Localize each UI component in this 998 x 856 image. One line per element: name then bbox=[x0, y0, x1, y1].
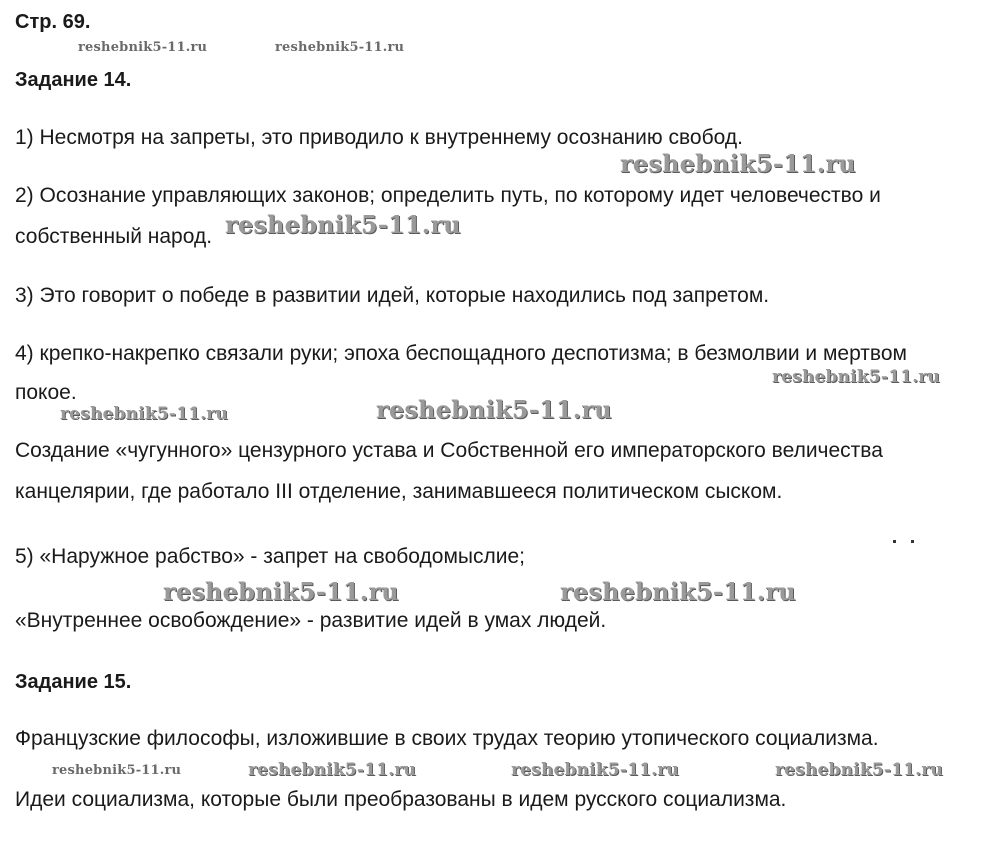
stray-mark bbox=[893, 540, 896, 543]
task-14-item-3: 3) Это говорит о победе в развитии идей, которые находились под запретом. bbox=[15, 284, 770, 307]
watermark: reshebnik5-11.ru bbox=[225, 210, 461, 239]
task-15-line-2: Идеи социализма, которые были преобразованы в идем русского социализма. bbox=[15, 788, 787, 811]
task-14-title: Задание 14. bbox=[15, 69, 132, 91]
watermark: reshebnik5-11.ru bbox=[60, 404, 228, 424]
stray-mark bbox=[911, 540, 914, 543]
watermark: reshebnik5-11.ru bbox=[560, 577, 796, 606]
watermark: reshebnik5-11.ru bbox=[775, 760, 943, 780]
task-14-item-5-line-1: 5) «Наружное рабство» - запрет на свободомыслие; bbox=[15, 545, 525, 568]
task-14-item-2-line-2: собственный народ. bbox=[15, 225, 213, 248]
watermark: reshebnik5-11.ru bbox=[52, 763, 182, 778]
watermark: reshebnik5-11.ru bbox=[248, 760, 416, 780]
page-number-header: Стр. 69. bbox=[15, 11, 91, 33]
task-14-item-4-extra-line-1: Создание «чугунного» цензурного устава и Собственной его императорского величества bbox=[15, 439, 883, 462]
task-14-item-1: 1) Несмотря на запреты, это приводило к внутреннему осознанию свобод. bbox=[15, 126, 743, 149]
task-14-item-4-extra-line-2: канцелярии, где работало III отделение, занимавшееся политическом сыском. bbox=[15, 480, 783, 503]
task-14-item-2-line-1: 2) Осознание управляющих законов; определить путь, по которому идет человечество и bbox=[15, 184, 881, 207]
watermark: reshebnik5-11.ru bbox=[511, 760, 679, 780]
watermark: reshebnik5-11.ru bbox=[163, 577, 399, 606]
task-14-item-4-line-1: 4) крепко-накрепко связали руки; эпоха беспощадного деспотизма; в безмолвии и мертвом bbox=[15, 342, 907, 365]
watermark: reshebnik5-11.ru bbox=[275, 40, 405, 55]
task-14-item-4-line-2: покое. bbox=[15, 381, 77, 404]
watermark: reshebnik5-11.ru bbox=[376, 395, 612, 424]
task-15-line-1: Французские философы, изложившие в своих трудах теорию утопического социализма. bbox=[15, 727, 879, 750]
watermark: reshebnik5-11.ru bbox=[620, 149, 856, 178]
watermark: reshebnik5-11.ru bbox=[78, 40, 208, 55]
task-15-title: Задание 15. bbox=[15, 671, 132, 693]
task-14-item-5-line-2: «Внутреннее освобождение» - развитие идей в умах людей. bbox=[15, 609, 607, 632]
watermark: reshebnik5-11.ru bbox=[772, 367, 940, 387]
